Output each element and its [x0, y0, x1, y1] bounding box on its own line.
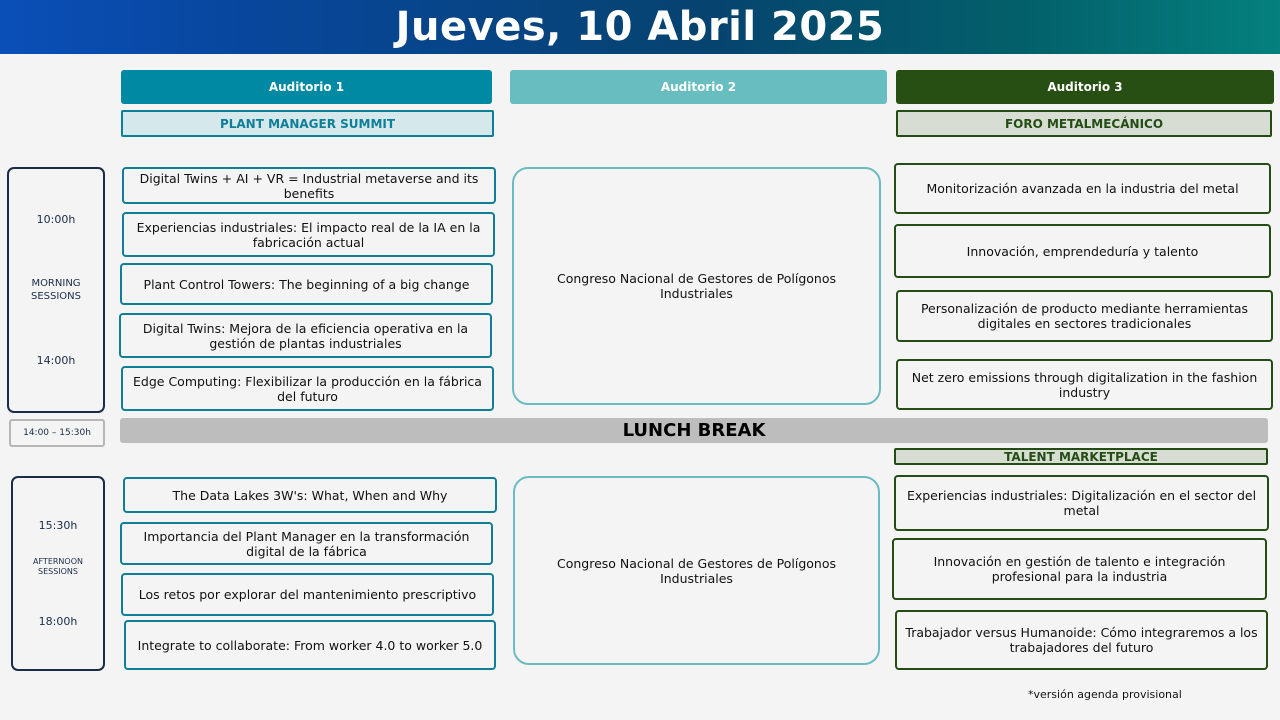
morning-end-time: 14:00h: [36, 354, 76, 367]
afternoon-sessions-label: AFTERNOON SESSIONS: [33, 557, 83, 576]
page-title: Jueves, 10 Abril 2025: [395, 4, 885, 50]
track-talent-marketplace: TALENT MARKETPLACE: [894, 448, 1268, 465]
afternoon-time-block: [11, 476, 105, 671]
session-a2-afternoon: Congreso Nacional de Gestores de Polígonos Industriales: [513, 476, 880, 665]
session-a1-morning: Experiencias industriales: El impacto real de la IA en la fabricación actual: [122, 212, 495, 257]
auditorio-3-header: Auditorio 3: [896, 70, 1274, 104]
session-a1-morning: Digital Twins + AI + VR = Industrial metaverse and its benefits: [122, 167, 496, 204]
agenda-header: [0, 0, 1280, 54]
afternoon-start-time: 15:30h: [38, 519, 78, 532]
session-a3-morning: Innovación, emprendeduría y talento: [894, 224, 1271, 278]
session-a3-afternoon: Trabajador versus Humanoide: Cómo integraremos a los trabajadores del futuro: [895, 610, 1268, 670]
morning-time-block: [7, 167, 105, 413]
session-a3-morning: Net zero emissions through digitalization in the fashion industry: [896, 359, 1273, 410]
session-a3-afternoon: Experiencias industriales: Digitalización en el sector del metal: [894, 475, 1269, 531]
session-a3-afternoon: Innovación en gestión de talento e integración profesional para la industria: [892, 538, 1267, 600]
lunch-time: 14:00 – 15:30h: [9, 419, 105, 447]
auditorio-2-header: Auditorio 2: [510, 70, 887, 104]
session-a1-morning: Edge Computing: Flexibilizar la producción en la fábrica del futuro: [121, 366, 494, 411]
session-a3-morning: Personalización de producto mediante herramientas digitales en sectores tradicionales: [896, 290, 1273, 342]
session-a1-afternoon: Importancia del Plant Manager en la transformación digital de la fábrica: [120, 522, 493, 565]
session-a1-afternoon: Los retos por explorar del mantenimiento prescriptivo: [121, 573, 494, 616]
morning-sessions-label: MORNING SESSIONS: [30, 278, 81, 302]
afternoon-end-time: 18:00h: [38, 615, 78, 628]
session-a1-afternoon: The Data Lakes 3W's: What, When and Why: [123, 477, 497, 513]
auditorio-1-header: Auditorio 1: [121, 70, 492, 104]
session-a3-morning: Monitorización avanzada en la industria del metal: [894, 163, 1271, 214]
morning-start-time: 10:00h: [36, 213, 76, 226]
lunch-break-bar: LUNCH BREAK: [120, 418, 1268, 443]
track-plant-manager-summit: PLANT MANAGER SUMMIT: [121, 110, 494, 137]
session-a2-morning: Congreso Nacional de Gestores de Polígonos Industriales: [512, 167, 881, 405]
session-a1-afternoon: Integrate to collaborate: From worker 4.0 to worker 5.0: [124, 620, 496, 670]
provisional-agenda-note: *versión agenda provisional: [1028, 688, 1182, 701]
track-foro-metalmecanico: FORO METALMECÁNICO: [896, 110, 1272, 137]
session-a1-morning: Plant Control Towers: The beginning of a big change: [120, 263, 493, 305]
session-a1-morning: Digital Twins: Mejora de la eficiencia operativa en la gestión de plantas industriales: [119, 313, 492, 358]
